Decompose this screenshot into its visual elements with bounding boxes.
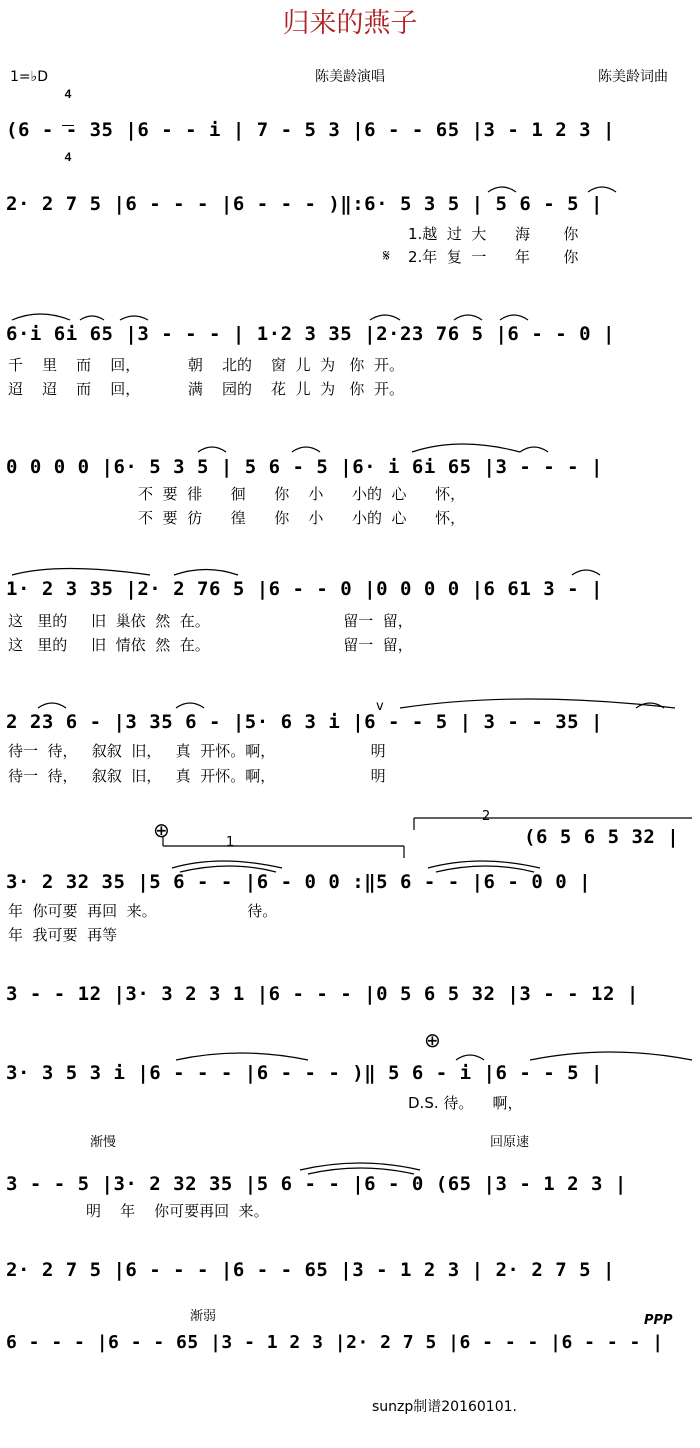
interlude-pickup: (6 5 6 5 32 | xyxy=(524,826,680,848)
slur xyxy=(12,569,150,576)
slur xyxy=(292,447,320,452)
lyric-row-6-verse-2: 待一 待， 叙叙 旧， 真 开怀。啊， 明 xyxy=(8,767,386,785)
slur xyxy=(180,866,276,872)
lyric-row-3-verse-2: 迢 迢 而 回， 满 园的 花 儿 为 你 开。 xyxy=(8,380,404,398)
notation-row-9: 3· 3 5 3 i |6 - - - |6 - - - )‖ 5 6 - i |6 - - 5 | xyxy=(6,1062,603,1084)
lyric-row-7-verse-2: 年 我可要 再等 xyxy=(8,926,118,944)
song-title: 归来的燕子 xyxy=(282,8,418,39)
notation-row-6: 2 23 6 - |3 35 6 - |5· 6 3 i |6 - - 5 | 3 - - 35 | xyxy=(6,711,603,733)
lyric-row-5-verse-2: 这 里的 旧 情依 然 在。 留一 留， xyxy=(8,636,413,654)
lyric-row-2-verse-1: 1.越 过 大 海 你 xyxy=(408,225,579,243)
volta-1-label: 1 xyxy=(226,835,235,850)
breath-mark: v xyxy=(376,699,384,714)
lyric-row-4-verse-2: 不 要 彷 徨 你 小 小的 心 怀， xyxy=(138,509,466,527)
transcriber-credit: sunzp制谱20160101. xyxy=(372,1399,517,1415)
slur xyxy=(428,861,540,868)
lyric-row-7-verse-1: 年 你可要 再回 来。 待。 xyxy=(8,902,278,920)
slur xyxy=(412,444,520,452)
notation-row-11: 2· 2 7 5 |6 - - - |6 - - 65 |3 - 1 2 3 | 2· 2 7 5 | xyxy=(6,1259,615,1281)
slur xyxy=(500,315,528,320)
tempo-return-mark: 回原速 xyxy=(490,1135,530,1150)
coda-sign-1: ⊕ xyxy=(153,818,170,842)
slur xyxy=(120,316,148,320)
lyric-row-4-verse-1: 不 要 徘 徊 你 小 小的 心 怀， xyxy=(138,485,466,503)
lyric-row-2-verse-2: 2.年 复 一 年 你 xyxy=(408,248,579,266)
notation-row-3: 6·i 6i 65 |3 - - - | 1·2 3 35 |2·23 76 5 |6 - - 0 | xyxy=(6,323,615,345)
slur xyxy=(176,1053,308,1060)
coda-sign-2: ⊕ xyxy=(424,1028,441,1052)
notation-row-1: (6 - - 35 |6 - - i | 7 - 5 3 |6 - - 65 |3 - 1 2 3 | xyxy=(6,119,615,141)
segno-mark: 𝄋 xyxy=(383,246,390,265)
slur xyxy=(572,570,600,575)
slur xyxy=(308,1168,414,1174)
slur xyxy=(80,316,104,320)
slur xyxy=(436,866,534,872)
slur xyxy=(12,314,70,320)
diminuendo-mark: 渐弱 xyxy=(190,1309,217,1324)
notation-row-5: 1· 2 3 35 |2· 2 76 5 |6 - - 0 |0 0 0 0 |6 61 3 - | xyxy=(6,578,603,600)
volta-2-label: 2 xyxy=(482,809,491,824)
slur xyxy=(38,703,66,708)
notation-row-10: 3 - - 5 |3· 2 32 35 |5 6 - - |6 - 0 (65 |3 - 1 2 3 | xyxy=(6,1173,627,1195)
notation-row-4: 0 0 0 0 |6· 5 3 5 | 5 6 - 5 |6· i 6i 65 |3 - - - | xyxy=(6,456,603,478)
lyric-row-10: 明 年 你可要再回 来。 xyxy=(86,1202,269,1220)
slur xyxy=(456,1055,484,1060)
slur xyxy=(370,315,400,320)
lyric-row-6-verse-1: 待一 待， 叙叙 旧， 真 开怀。啊， 明 xyxy=(8,742,386,760)
singer-credit: 陈美龄演唱 xyxy=(315,69,385,85)
composer-credit: 陈美龄词曲 xyxy=(598,69,668,85)
key-label: 1=♭D xyxy=(10,69,49,85)
lyric-row-5-verse-1: 这 里的 旧 巢依 然 在。 留一 留， xyxy=(8,612,413,630)
slur xyxy=(520,447,548,452)
slur xyxy=(198,447,226,452)
notation-row-8: 3 - - 12 |3· 3 2 3 1 |6 - - - |0 5 6 5 32 |3 - - 12 | xyxy=(6,983,639,1005)
slur xyxy=(454,315,482,320)
slur xyxy=(300,1163,420,1170)
notation-row-2: 2· 2 7 5 |6 - - - |6 - - - )‖:6· 5 3 5 | 5 6 - 5 | xyxy=(6,193,603,215)
slur xyxy=(174,570,238,576)
slow-down-mark: 渐慢 xyxy=(90,1135,117,1150)
notation-row-12: 6 - - - |6 - - 65 |3 - 1 2 3 |2· 2 7 5 |6 - - - |6 - - - | xyxy=(6,1332,664,1353)
time-numerator: 4 xyxy=(64,87,72,101)
slur xyxy=(530,1052,692,1060)
slur xyxy=(172,861,282,868)
slur xyxy=(400,699,675,708)
slur xyxy=(588,187,616,192)
time-denominator: 4 xyxy=(64,150,72,164)
ppp-mark: PPP xyxy=(644,1313,673,1328)
lyric-row-3-verse-1: 千 里 而 回， 朝 北的 窗 儿 为 你 开。 xyxy=(8,356,404,374)
lyric-row-9: D.S. 待。 啊， xyxy=(408,1094,523,1112)
slur xyxy=(176,703,204,708)
slur xyxy=(488,187,516,192)
notation-row-7: 3· 2 32 35 |5 6 - - |6 - 0 0 :‖5 6 - - |6 - 0 0 | xyxy=(6,871,592,893)
